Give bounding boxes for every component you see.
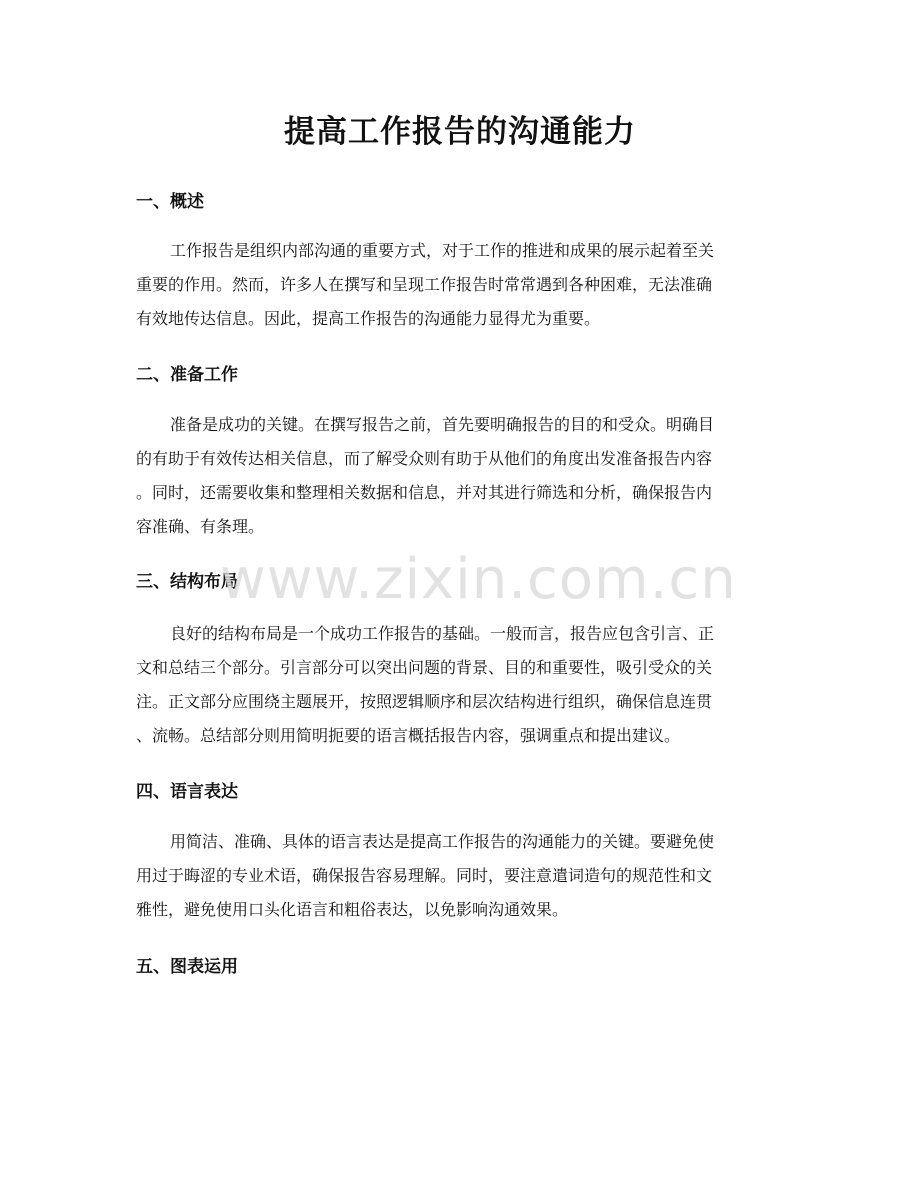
paragraph-line: 、流畅。总结部分则用简明扼要的语言概括报告内容，强调重点和提出建议。 (136, 726, 681, 745)
paragraph-line: 。同时，还需要收集和整理相关数据和信息，并对其进行筛选和分析，确保报告内 (136, 483, 713, 502)
paragraph-line: 有效地传达信息。因此，提高工作报告的沟通能力显得尤为重要。 (136, 309, 601, 328)
paragraph-line: 良好的结构布局是一个成功工作报告的基础。一般而言，报告应包含引言、正 (170, 624, 715, 643)
section-heading-charts: 五、图表运用 (136, 957, 238, 977)
paragraph-line: 雅性，避免使用口头化语言和粗俗表达，以免影响沟通效果。 (136, 900, 569, 919)
watermark: www.zixin.com.cn (220, 547, 737, 612)
paragraph-line: 的有助于有效传达相关信息，而了解受众则有助于从他们的角度出发准备报告内容 (136, 449, 713, 468)
section-paragraph-structure (136, 617, 786, 753)
paragraph-line: 工作报告是组织内部沟通的重要方式，对于工作的推进和成果的展示起着至关 (170, 241, 715, 260)
section-paragraph-language (136, 825, 786, 927)
paragraph-line: 重要的作用。然而，许多人在撰写和呈现工作报告时常常遇到各种困难，无法准确 (136, 275, 713, 294)
paragraph-line: 注。正文部分应围绕主题展开，按照逻辑顺序和层次结构进行组织，确保信息连贯 (136, 692, 713, 711)
section-paragraph-preparation (136, 408, 786, 544)
paragraph-line: 用简洁、准确、具体的语言表达是提高工作报告的沟通能力的关键。要避免使 (170, 832, 715, 851)
section-heading-structure: 三、结构布局 (136, 572, 238, 592)
section-heading-preparation: 二、准备工作 (136, 365, 238, 385)
section-heading-overview: 一、概述 (136, 192, 204, 212)
paragraph-line: 用过于晦涩的专业术语，确保报告容易理解。同时，要注意遣词造句的规范性和文 (136, 866, 713, 885)
section-heading-language: 四、语言表达 (136, 782, 238, 802)
paragraph-line: 容准确、有条理。 (136, 517, 265, 536)
section-paragraph-overview (136, 234, 786, 336)
paragraph-line: 文和总结三个部分。引言部分可以突出问题的背景、目的和重要性，吸引受众的关 (136, 658, 713, 677)
paragraph-line: 准备是成功的关键。在撰写报告之前，首先要明确报告的目的和受众。明确目 (170, 415, 715, 434)
page-title: 提高工作报告的沟通能力 (284, 114, 636, 150)
